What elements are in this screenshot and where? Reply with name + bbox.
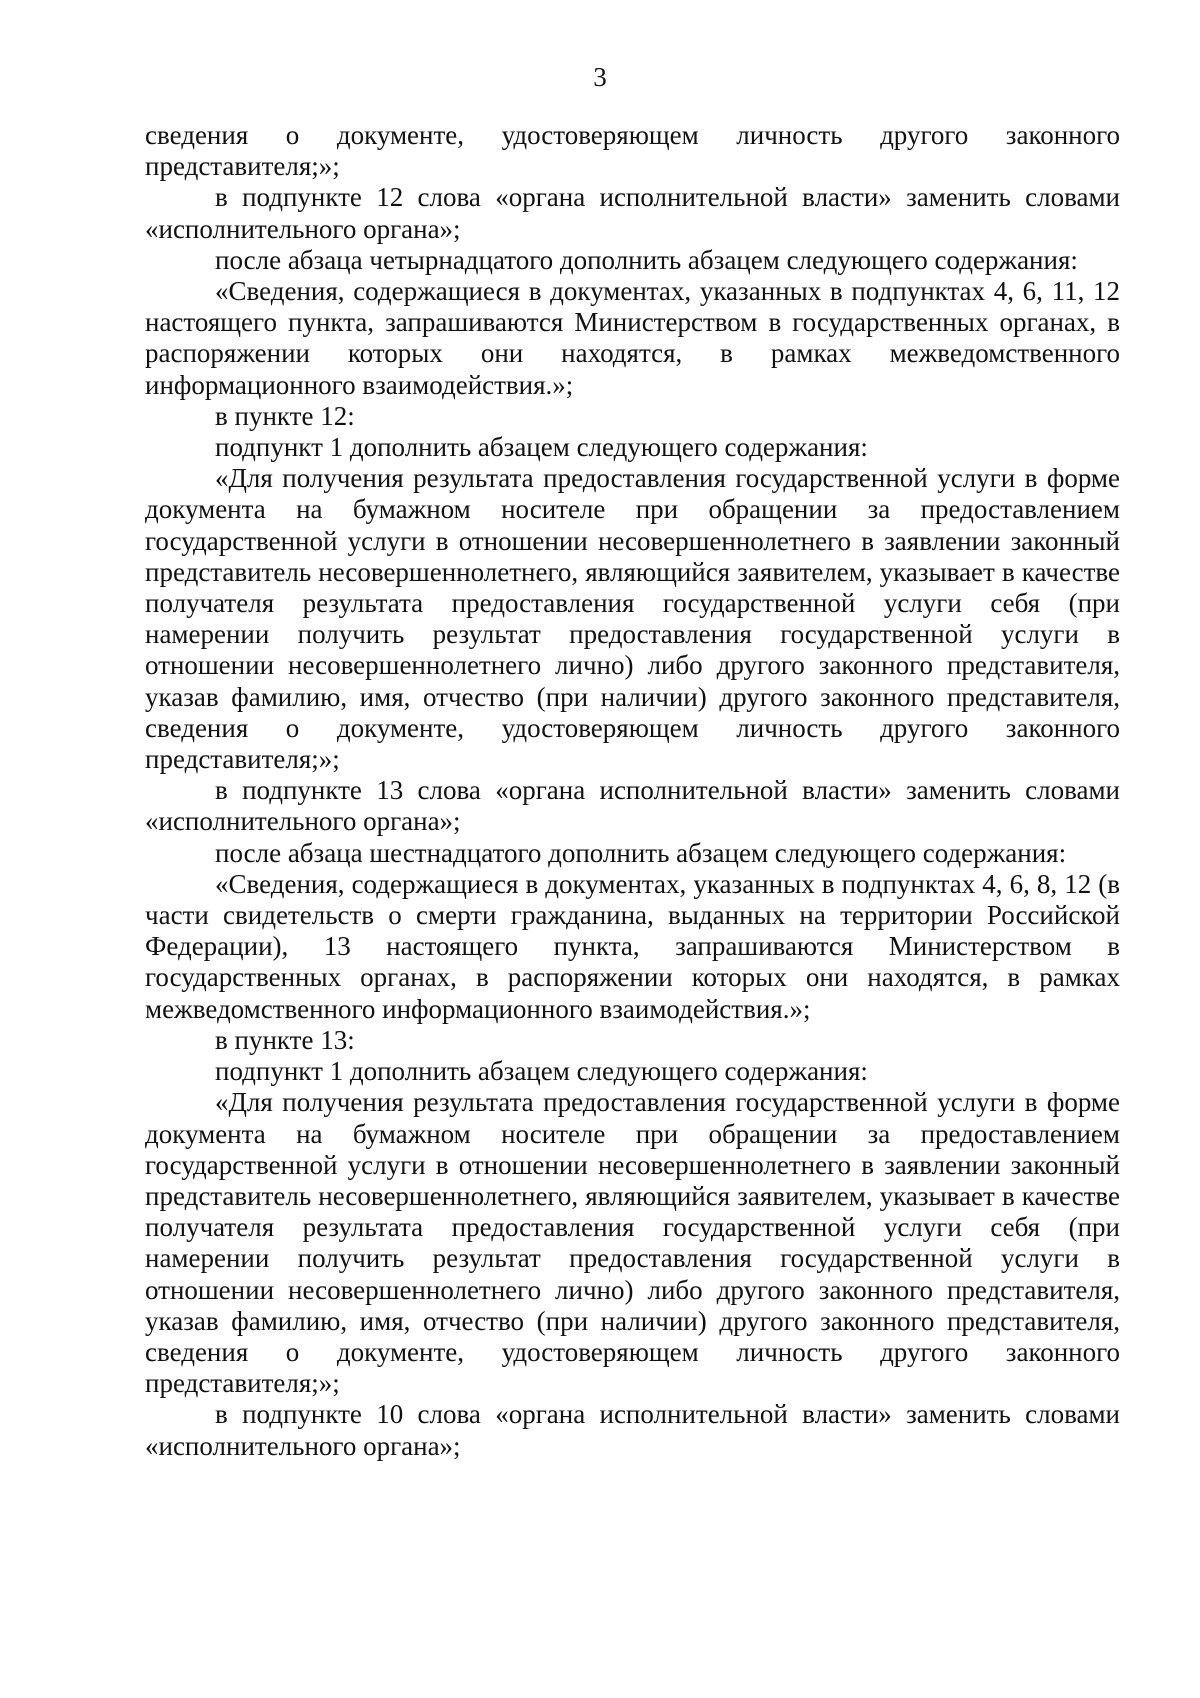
page-number: 3 bbox=[593, 62, 607, 92]
paragraph: в подпункте 12 слова «органа исполнительной власти» заменить словами «исполнительного органа»; bbox=[145, 182, 1120, 244]
paragraph: в пункте 13: bbox=[215, 1024, 355, 1055]
paragraph: подпункт 1 дополнить абзацем следующего содержания: bbox=[215, 432, 868, 463]
paragraph: «Для получения результата предоставления государственной услуги в форме документа на бумажном носителе при обращении за предоставлением государственной услуги в отношении несовершеннолетнего в заявлении законный представитель несовершеннолетнего, являющийся заявителем, указывает в качестве получателя результата предоставления государственной услуги себя (при намерении получить результат предоставления государственной услуги в отношении несовершеннолетнего лично) либо другого законного представителя, указав фамилию, имя, отчество (при наличии) другого законного представителя, сведения о документе, удостоверяющем личность другого законного представителя;»; bbox=[145, 463, 1120, 775]
paragraph: «Для получения результата предоставления государственной услуги в форме документа на бумажном носителе при обращении за предоставлением государственной услуги в отношении несовершеннолетнего в заявлении законный представитель несовершеннолетнего, являющийся заявителем, указывает в качестве получателя результата предоставления государственной услуги себя (при намерении получить результат предоставления государственной услуги в отношении несовершеннолетнего лично) либо другого законного представителя, указав фамилию, имя, отчество (при наличии) другого законного представителя, сведения о документе, удостоверяющем личность другого законного представителя;»; bbox=[145, 1087, 1120, 1399]
paragraph: в подпункте 10 слова «органа исполнительной власти» заменить словами «исполнительного органа»; bbox=[145, 1399, 1120, 1461]
document-body bbox=[145, 120, 1120, 1462]
paragraph: после абзаца шестнадцатого дополнить абзацем следующего содержания: bbox=[215, 837, 1067, 868]
paragraph: в подпункте 13 слова «органа исполнительной власти» заменить словами «исполнительного органа»; bbox=[145, 775, 1120, 837]
paragraph: в пункте 12: bbox=[215, 400, 355, 431]
paragraph: «Сведения, содержащиеся в документах, указанных в подпунктах 4, 6, 8, 12 (в части свидетельств о смерти гражданина, выданных на территории Российской Федерации), 13 настоящего пункта, запрашиваются Министерством в государственных органах, в распоряжении которых они находятся, в рамках межведомственного информационного взаимодействия.»; bbox=[145, 868, 1120, 1024]
paragraph-continuation: сведения о документе, удостоверяющем личность другого законного представителя;»; bbox=[145, 120, 1120, 182]
paragraph: после абзаца четырнадцатого дополнить абзацем следующего содержания: bbox=[215, 244, 1078, 275]
paragraph: подпункт 1 дополнить абзацем следующего содержания: bbox=[215, 1056, 868, 1087]
paragraph: «Сведения, содержащиеся в документах, указанных в подпунктах 4, 6, 11, 12 настоящего пункта, запрашиваются Министерством в государственных органах, в распоряжении которых они находятся, в рамках межведомственного информационного взаимодействия.»; bbox=[145, 276, 1120, 400]
